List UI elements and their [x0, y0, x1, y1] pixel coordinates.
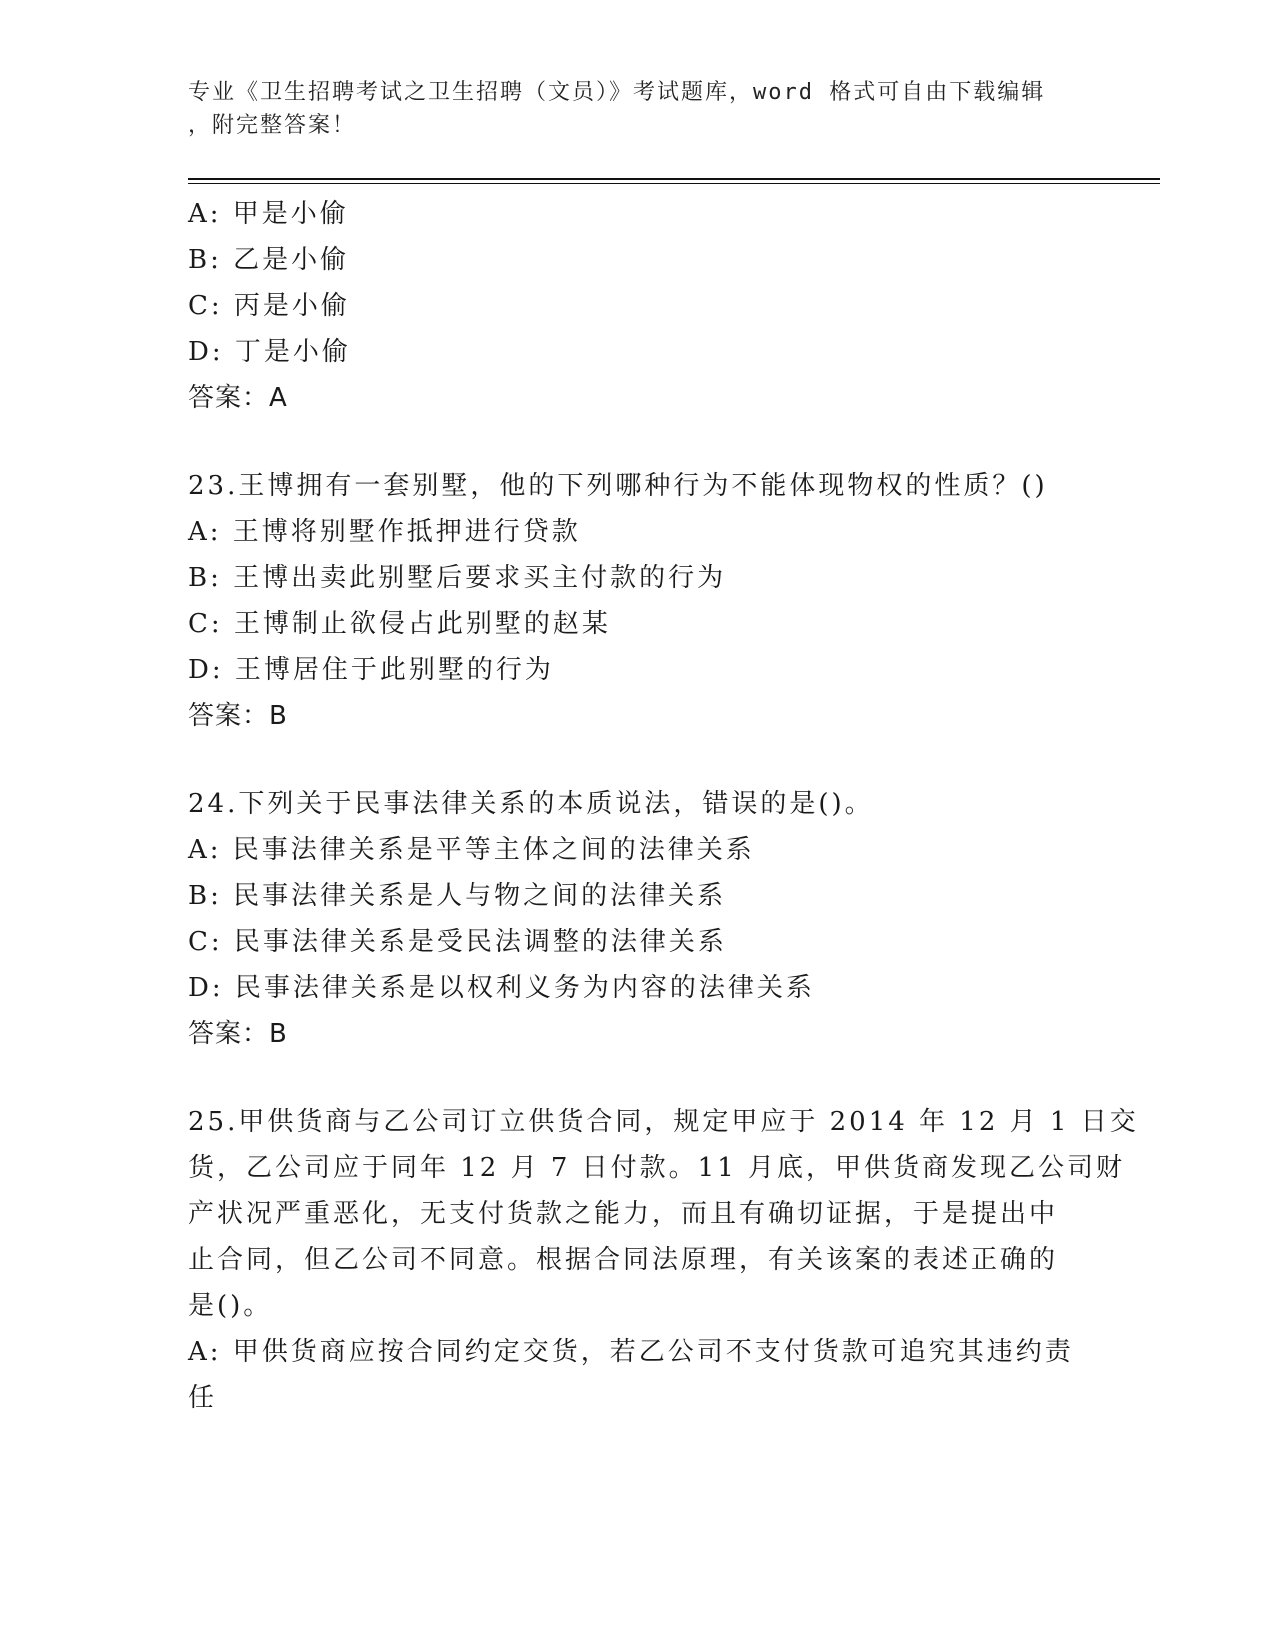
document-header: [188, 76, 1068, 142]
option-a: A: 民事法律关系是平等主体之间的法律关系: [188, 835, 755, 865]
question-block-25: [188, 1099, 1139, 1421]
question-stem-line: 货，乙公司应于同年 12 月 7 日付款。11 月底，甲供货商发现乙公司财: [188, 1153, 1126, 1183]
header-line-1: 专业《卫生招聘考试之卫生招聘（文员）》考试题库，word 格式可自由下载编辑: [188, 80, 1046, 105]
option-b: B: 乙是小偷: [188, 245, 350, 275]
answer-line: 答案：B: [188, 701, 288, 731]
option-c: C: 王博制止欲侵占此别墅的赵某: [188, 609, 611, 639]
option-b: B: 民事法律关系是人与物之间的法律关系: [188, 881, 727, 911]
option-d: D: 王博居住于此别墅的行为: [188, 655, 554, 685]
option-a: A: 王博将别墅作抵押进行贷款: [188, 517, 581, 547]
option-d: D: 民事法律关系是以权利义务为内容的法律关系: [188, 973, 815, 1003]
option-a: A: 甲供货商应按合同约定交货，若乙公司不支付货款可追究其违约责: [188, 1337, 1074, 1367]
answer-line: 答案：B: [188, 1019, 288, 1049]
question-list: [188, 191, 1139, 1421]
question-block-24: [188, 781, 1088, 1057]
question-stem: 23.王博拥有一套别墅，他的下列哪种行为不能体现物权的性质？(): [188, 471, 1048, 501]
header-divider-thick: [188, 178, 1160, 180]
question-stem: 24.下列关于民事法律关系的本质说法，错误的是()。: [188, 789, 874, 819]
question-block-23: [188, 463, 1088, 739]
question-stem-line: 是()。: [188, 1291, 273, 1321]
option-d: D: 丁是小偷: [188, 337, 351, 367]
option-c: C: 民事法律关系是受民法调整的法律关系: [188, 927, 727, 957]
header-line-2: ，附完整答案！: [188, 113, 357, 138]
question-block-22: [188, 191, 1088, 421]
question-stem-line: 25.甲供货商与乙公司订立供货合同，规定甲应于 2014 年 12 月 1 日交: [188, 1107, 1139, 1137]
option-b: B: 王博出卖此别墅后要求买主付款的行为: [188, 563, 727, 593]
header-divider-thin: [188, 183, 1160, 184]
question-stem-line: 止合同，但乙公司不同意。根据合同法原理，有关该案的表述正确的: [188, 1245, 1059, 1275]
option-c: C: 丙是小偷: [188, 291, 350, 321]
question-stem-line: 产状况严重恶化，无支付货款之能力，而且有确切证据，于是提出中: [188, 1199, 1059, 1229]
option-a-continued: 任: [188, 1383, 218, 1413]
option-a: A: 甲是小偷: [188, 199, 349, 229]
answer-line: 答案：A: [188, 383, 288, 413]
